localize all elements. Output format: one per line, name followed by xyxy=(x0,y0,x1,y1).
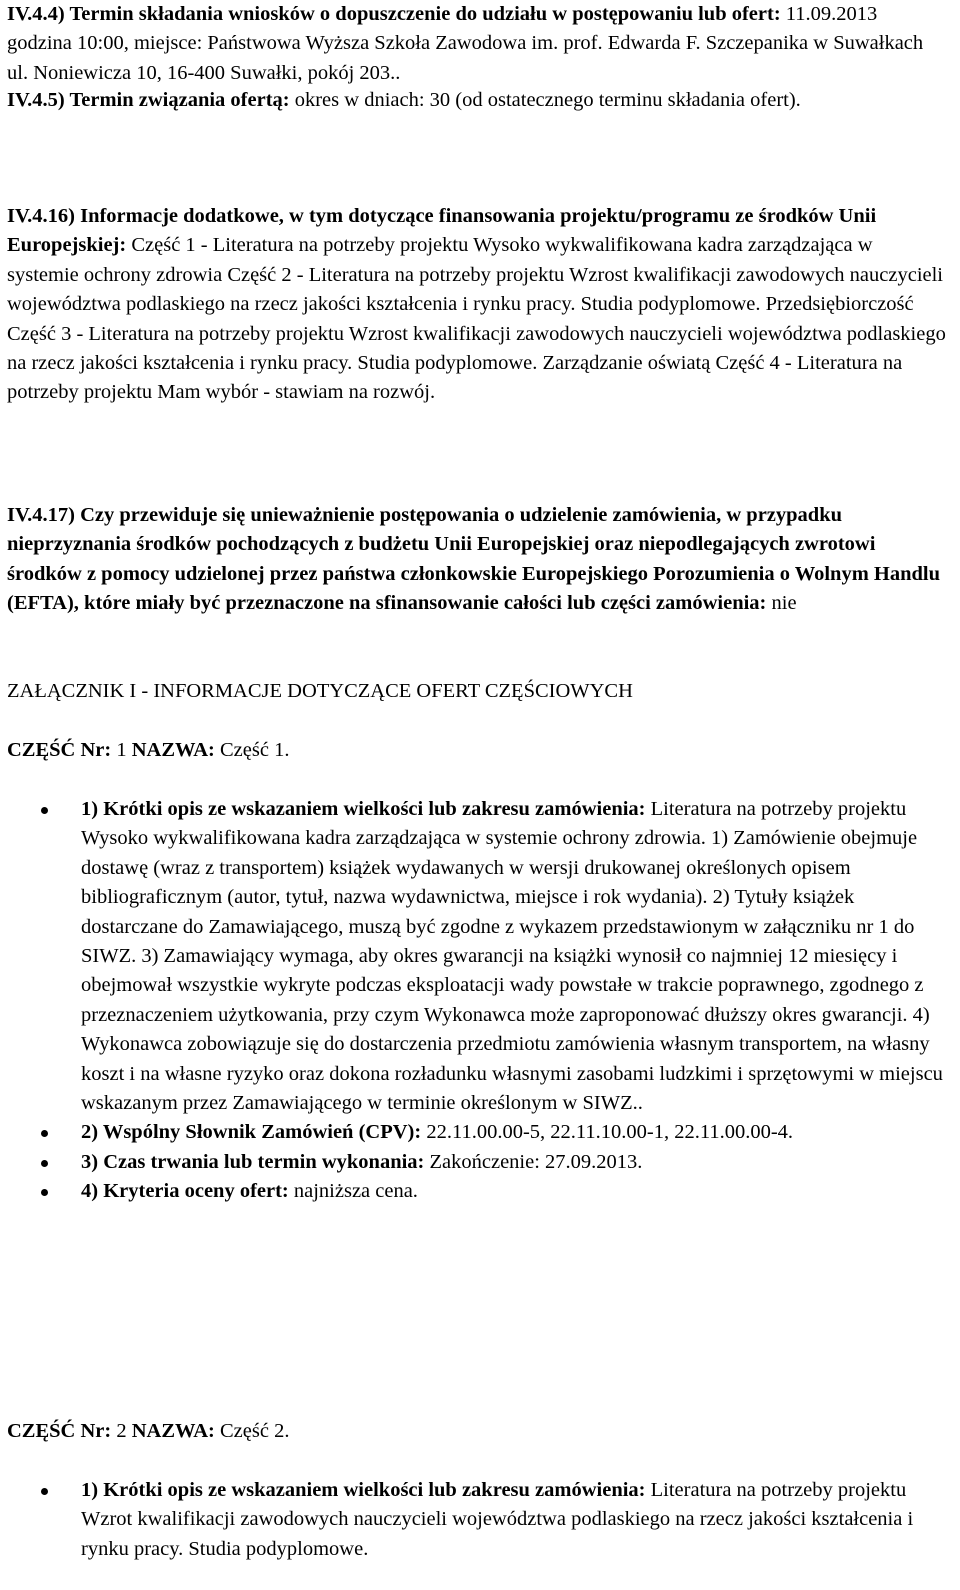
part-2-heading xyxy=(7,1417,947,1446)
part-1-heading xyxy=(7,736,947,765)
part-number: 1 xyxy=(111,739,132,761)
list-item-label: 3) Czas trwania lub termin wykonania: xyxy=(81,1150,425,1173)
list-item-label: 1) Krótki opis ze wskazaniem wielkości lub zakresu zamówienia: xyxy=(81,1479,646,1501)
part-name: Część 1. xyxy=(214,739,290,761)
bullet-icon xyxy=(41,1160,48,1167)
bullet-icon xyxy=(41,1488,48,1495)
part-2-list xyxy=(7,1476,947,1564)
section-heading: IV.4.5) Termin związania ofertą: xyxy=(7,89,290,111)
list-item-text: Literatura na potrzeby projektu Wysoko wykwalifikowana kadra zarządzająca w systemie ochrony zdrowia. 1) Zamówienie obejmuje dostawę (wraz z transportem) książek wydawanych w wersji drukowanej określonych opisem bibliograficznym (autor, tytuł, nazwa wydawnictwa, miejsce i rok wydania). 2) Tytuły książek dostarczane do Zamawiającego, muszą być zgodne z wykazem przedstawionym w załączniku nr 1 do SIWZ. 3) Zamawiający wymaga, aby okres gwarancji na książki wynosił co najmniej 12 miesięcy i obejmował wszystkie wykryte podczas eksploatacji wady powstałe w trakcie poprawnego, zgodnego z przeznaczeniem użytkowania, przy czym Wykonawca może zaproponować dłuższy okres gwarancji. 4) Wykonawca zobowiązuje się do dostarczenia przedmiotu zamówienia własnym transportem, na własny koszt i na własne ryzyko oraz dokona rozładunku własnymi zasobami ludzkimi i sprzętowymi w miejscu wskazanym przez Zamawiającego w terminie określonym w SIWZ.. xyxy=(81,798,943,1115)
list-item xyxy=(7,1148,947,1177)
part-name-label: NAZWA: xyxy=(131,739,215,761)
list-item-label: 4) Kryteria oceny ofert: xyxy=(81,1180,289,1203)
section-heading: IV.4.4) Termin składania wniosków o dopuszczenie do udziału w postępowaniu lub ofert: xyxy=(7,3,781,25)
section-iv-4-5 xyxy=(7,86,947,115)
section-text: Część 1 - Literatura na potrzeby projektu Wysoko wykwalifikowana kadra zarządzająca w systemie ochrony zdrowia Część 2 - Literatura na potrzeby projektu Wzrost kwalifikacji zawodowych nauczycieli województwa podlaskiego na rzecz jakości kształcenia i rynku pracy. Studia podyplomowe. Przedsiębiorczość Część 3 - Literatura na potrzeby projektu Wzrost kwalifikacji zawodowych nauczycieli województwa podlaskiego na rzecz jakości kształcenia i rynku pracy. Studia podyplomowe. Zarządzanie oświatą Część 4 - Literatura na potrzeby projektu Mam wybór - stawiam na rozwój. xyxy=(7,234,946,404)
section-heading: IV.4.16) Informacje dodatkowe, w tym dotyczące finansowania projektu/programu ze środków Unii Europejskiej: xyxy=(7,205,877,257)
section-text: 11.09.2013 godzina 10:00, miejsce: Państwowa Wyższa Szkoła Zawodowa im. prof. Edwarda F. Szczepanika w Suwałkach ul. Noniewicza 10, 16-400 Suwałki, pokój 203.. xyxy=(7,3,924,84)
list-item xyxy=(7,1177,947,1206)
list-item-text: 22.11.00.00-5, 22.11.10.00-1, 22.11.00.00-4. xyxy=(421,1121,794,1144)
part-number: 2 xyxy=(111,1420,132,1442)
part-name-label: NAZWA: xyxy=(131,1420,215,1442)
part-number-label: CZĘŚĆ Nr: xyxy=(7,1420,112,1442)
section-heading: IV.4.17) Czy przewiduje się unieważnienie postępowania o udzielenie zamówienia, w przypadku nieprzyznania środków pochodzących z budżetu Unii Europejskiej oraz niepodlegających zwrotowi środków z pomocy udzielonej przez państwa członkowskie Europejskiego Porozumienia o Wolnym Handlu (EFTA), które miały być przeznaczone na sfinansowanie całości lub części zamówienia: xyxy=(7,504,941,615)
bullet-icon xyxy=(41,807,48,814)
list-item-label: 1) Krótki opis ze wskazaniem wielkości lub zakresu zamówienia: xyxy=(81,798,646,820)
list-item-label: 2) Wspólny Słownik Zamówień (CPV): xyxy=(81,1121,422,1144)
part-1-list xyxy=(7,795,947,1207)
list-item-text: Zakończenie: 27.09.2013. xyxy=(424,1150,643,1173)
section-text: okres w dniach: 30 (od ostatecznego terminu składania ofert). xyxy=(289,89,801,111)
list-item-text: Literatura na potrzeby projektu Wzrot kwalifikacji zawodowych nauczycieli województwa podlaskiego na rzecz jakości kształcenia i rynku pracy. Studia podyplomowe. xyxy=(81,1479,914,1560)
list-item-text: najniższa cena. xyxy=(288,1180,418,1203)
part-number-label: CZĘŚĆ Nr: xyxy=(7,739,112,761)
annex-title: ZAŁĄCZNIK I - INFORMACJE DOTYCZĄCE OFERT CZĘŚCIOWYCH xyxy=(7,680,633,702)
bullet-icon xyxy=(41,1130,48,1137)
section-text: nie xyxy=(766,592,797,615)
section-iv-4-17 xyxy=(7,501,947,619)
section-iv-4-4 xyxy=(7,0,947,88)
list-item xyxy=(7,1476,947,1564)
list-item xyxy=(7,1118,947,1147)
list-item xyxy=(7,795,947,1118)
bullet-icon xyxy=(41,1189,48,1196)
section-iv-4-16 xyxy=(7,202,947,408)
part-name: Część 2. xyxy=(214,1420,290,1442)
